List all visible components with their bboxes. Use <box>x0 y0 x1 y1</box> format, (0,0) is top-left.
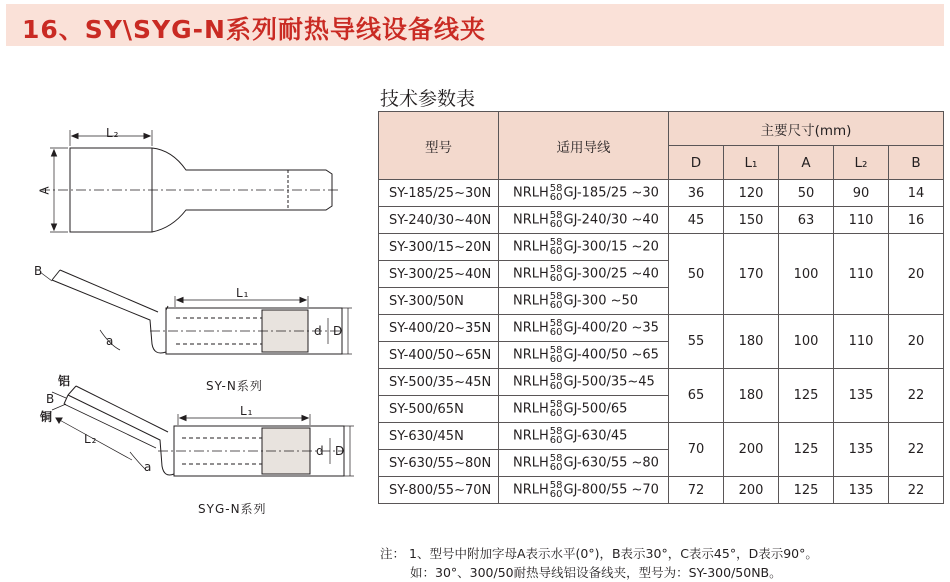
syg-n-drawing <box>52 386 354 476</box>
wire-sub: 60 <box>549 300 563 311</box>
cell-d: 70 <box>669 423 724 477</box>
cell-wire <box>499 396 669 423</box>
cell-model: SY-300/15~20N <box>379 234 499 261</box>
wire-sup: 58 <box>549 264 563 275</box>
cell-l1: 120 <box>724 180 779 207</box>
syg-b-label: B <box>46 392 56 406</box>
wire-sub: 60 <box>549 489 563 500</box>
wire-spec: GJ-630/45 <box>563 428 628 444</box>
cell-b: 22 <box>889 477 944 504</box>
wire-temp-stack <box>550 373 563 391</box>
wire-spec: GJ-800/55 ~70 <box>563 482 659 498</box>
wire-prefix: NRLH <box>513 212 549 228</box>
syg-caption: SYG-N系列 <box>198 502 267 516</box>
syg-cu-label: 铜 <box>40 410 54 424</box>
syn-d-label: d <box>314 324 323 338</box>
cell-d: 72 <box>669 477 724 504</box>
cell-a: 125 <box>779 477 834 504</box>
wire-spec: GJ-500/65 <box>563 401 628 417</box>
cell-model: SY-500/65N <box>379 396 499 423</box>
cell-a: 125 <box>779 369 834 423</box>
cell-a: 63 <box>779 207 834 234</box>
wire-sup: 58 <box>549 426 563 437</box>
wire-sub: 60 <box>549 219 563 230</box>
cell-model: SY-300/50N <box>379 288 499 315</box>
cell-d: 45 <box>669 207 724 234</box>
wire-sub: 60 <box>549 246 563 257</box>
sy-n-drawing <box>40 270 352 354</box>
cell-a: 100 <box>779 315 834 369</box>
wire-temp-stack <box>550 265 563 283</box>
wire-temp-stack <box>550 238 563 256</box>
cell-model: SY-400/50~65N <box>379 342 499 369</box>
syg-big-d-label: D <box>335 444 346 458</box>
note-line-2 <box>380 563 818 582</box>
cell-d: 65 <box>669 369 724 423</box>
cell-d: 50 <box>669 234 724 315</box>
table-row <box>379 234 944 261</box>
cell-model: SY-630/55~80N <box>379 450 499 477</box>
syn-b-label: B <box>34 264 44 278</box>
header-model: 型号 <box>379 112 499 180</box>
note-label: 注： <box>380 546 406 561</box>
cell-wire <box>499 180 669 207</box>
cell-model: SY-800/55~70N <box>379 477 499 504</box>
wire-prefix: NRLH <box>513 293 549 309</box>
cell-b: 22 <box>889 423 944 477</box>
table-row <box>379 369 944 396</box>
table-body <box>379 180 944 504</box>
wire-spec: GJ-185/25 ~30 <box>563 185 659 201</box>
cell-l1: 150 <box>724 207 779 234</box>
wire-sup: 58 <box>549 318 563 329</box>
header-l2: L₂ <box>834 146 889 180</box>
header-d: D <box>669 146 724 180</box>
wire-spec: GJ-500/35~45 <box>563 374 655 390</box>
wire-sub: 60 <box>549 192 563 203</box>
wire-prefix: NRLH <box>513 320 549 336</box>
syn-l1-label: L₁ <box>236 286 250 300</box>
table-row <box>379 207 944 234</box>
cell-model: SY-400/20~35N <box>379 315 499 342</box>
note-line-1 <box>380 544 818 563</box>
cell-b: 20 <box>889 234 944 315</box>
wire-sup: 58 <box>549 345 563 356</box>
cell-wire <box>499 423 669 450</box>
header-a: A <box>779 146 834 180</box>
wire-sup: 58 <box>549 183 563 194</box>
wire-prefix: NRLH <box>513 239 549 255</box>
wire-sup: 58 <box>549 453 563 464</box>
wire-prefix: NRLH <box>513 455 549 471</box>
wire-sup: 58 <box>549 291 563 302</box>
cell-model: SY-630/45N <box>379 423 499 450</box>
cell-model: SY-500/35~45N <box>379 369 499 396</box>
cell-l2: 110 <box>834 207 889 234</box>
technical-drawings <box>0 100 370 530</box>
table-row <box>379 423 944 450</box>
cell-l2: 90 <box>834 180 889 207</box>
cell-wire <box>499 369 669 396</box>
cell-l2: 110 <box>834 315 889 369</box>
table-heading: 技术参数表 <box>380 88 476 110</box>
wire-prefix: NRLH <box>513 401 549 417</box>
cell-l2: 135 <box>834 477 889 504</box>
cell-l2: 135 <box>834 369 889 423</box>
cell-wire <box>499 450 669 477</box>
wire-sup: 58 <box>549 210 563 221</box>
wire-sup: 58 <box>549 480 563 491</box>
cell-b: 14 <box>889 180 944 207</box>
wire-spec: GJ-400/50 ~65 <box>563 347 659 363</box>
wire-spec: GJ-300/15 ~20 <box>563 239 659 255</box>
cell-l2: 110 <box>834 234 889 315</box>
cell-wire <box>499 477 669 504</box>
wire-spec: GJ-240/30 ~40 <box>563 212 659 228</box>
wire-sub: 60 <box>549 327 563 338</box>
wire-temp-stack <box>550 292 563 310</box>
wire-sub: 60 <box>549 435 563 446</box>
note-text-1: 1、型号中附加字母A表示水平(0°)，B表示30°，C表示45°，D表示90°。 <box>409 546 818 561</box>
wire-sup: 58 <box>549 372 563 383</box>
cell-wire <box>499 234 669 261</box>
cell-l2: 135 <box>834 423 889 477</box>
cell-a: 125 <box>779 423 834 477</box>
header-b: B <box>889 146 944 180</box>
syg-l1-label: L₁ <box>240 404 254 418</box>
cell-model: SY-300/25~40N <box>379 261 499 288</box>
wire-prefix: NRLH <box>513 482 549 498</box>
syn-caption: SY-N系列 <box>206 379 263 393</box>
table-row <box>379 315 944 342</box>
syg-al-label: 铝 <box>58 374 72 388</box>
wire-sub: 60 <box>549 381 563 392</box>
top-a-label: A <box>37 185 52 195</box>
syn-big-d-label: D <box>333 324 344 338</box>
cell-l1: 200 <box>724 423 779 477</box>
cell-b: 20 <box>889 315 944 369</box>
cell-l1: 180 <box>724 369 779 423</box>
wire-spec: GJ-630/55 ~80 <box>563 455 659 471</box>
cell-l1: 200 <box>724 477 779 504</box>
cell-wire <box>499 315 669 342</box>
cell-wire <box>499 207 669 234</box>
cell-l1: 180 <box>724 315 779 369</box>
wire-prefix: NRLH <box>513 428 549 444</box>
cell-wire <box>499 288 669 315</box>
wire-prefix: NRLH <box>513 185 549 201</box>
header-wire: 适用导线 <box>499 112 669 180</box>
wire-temp-stack <box>550 184 563 202</box>
wire-sup: 58 <box>549 399 563 410</box>
note-text-2: 如：30°、300/50耐热导线铝设备线夹，型号为：SY-300/50NB。 <box>410 565 782 580</box>
wire-spec: GJ-400/20 ~35 <box>563 320 659 336</box>
wire-temp-stack <box>550 454 563 472</box>
top-l2-label: L₂ <box>106 126 120 140</box>
cell-b: 22 <box>889 369 944 423</box>
wire-temp-stack <box>550 346 563 364</box>
wire-prefix: NRLH <box>513 374 549 390</box>
syn-a-label: a <box>106 334 115 348</box>
page-title: 16、SY\SYG-N系列耐热导线设备线夹 <box>22 15 486 44</box>
wire-prefix: NRLH <box>513 266 549 282</box>
header-dims-group: 主要尺寸(mm) <box>669 112 944 146</box>
syg-l2-label: L₂ <box>84 432 98 446</box>
wire-temp-stack <box>550 400 563 418</box>
cell-b: 16 <box>889 207 944 234</box>
cell-wire <box>499 261 669 288</box>
cell-model: SY-240/30~40N <box>379 207 499 234</box>
syg-d-label: d <box>316 444 325 458</box>
table-row <box>379 180 944 207</box>
header-l1: L₁ <box>724 146 779 180</box>
cell-l1: 170 <box>724 234 779 315</box>
wire-sub: 60 <box>549 408 563 419</box>
syg-a-label: a <box>144 460 153 474</box>
cell-d: 36 <box>669 180 724 207</box>
wire-sub: 60 <box>549 273 563 284</box>
table-row <box>379 477 944 504</box>
wire-temp-stack <box>550 319 563 337</box>
wire-temp-stack <box>550 427 563 445</box>
wire-sup: 58 <box>549 237 563 248</box>
cell-wire <box>499 342 669 369</box>
cell-a: 50 <box>779 180 834 207</box>
spec-table <box>378 111 944 504</box>
cell-a: 100 <box>779 234 834 315</box>
cell-model: SY-185/25~30N <box>379 180 499 207</box>
top-drawing <box>37 130 340 232</box>
title-bar <box>6 4 944 46</box>
notes <box>380 544 818 582</box>
wire-temp-stack <box>550 481 563 499</box>
wire-prefix: NRLH <box>513 347 549 363</box>
cell-d: 55 <box>669 315 724 369</box>
wire-sub: 60 <box>549 354 563 365</box>
wire-spec: GJ-300 ~50 <box>563 293 639 309</box>
wire-temp-stack <box>550 211 563 229</box>
wire-sub: 60 <box>549 462 563 473</box>
wire-spec: GJ-300/25 ~40 <box>563 266 659 282</box>
